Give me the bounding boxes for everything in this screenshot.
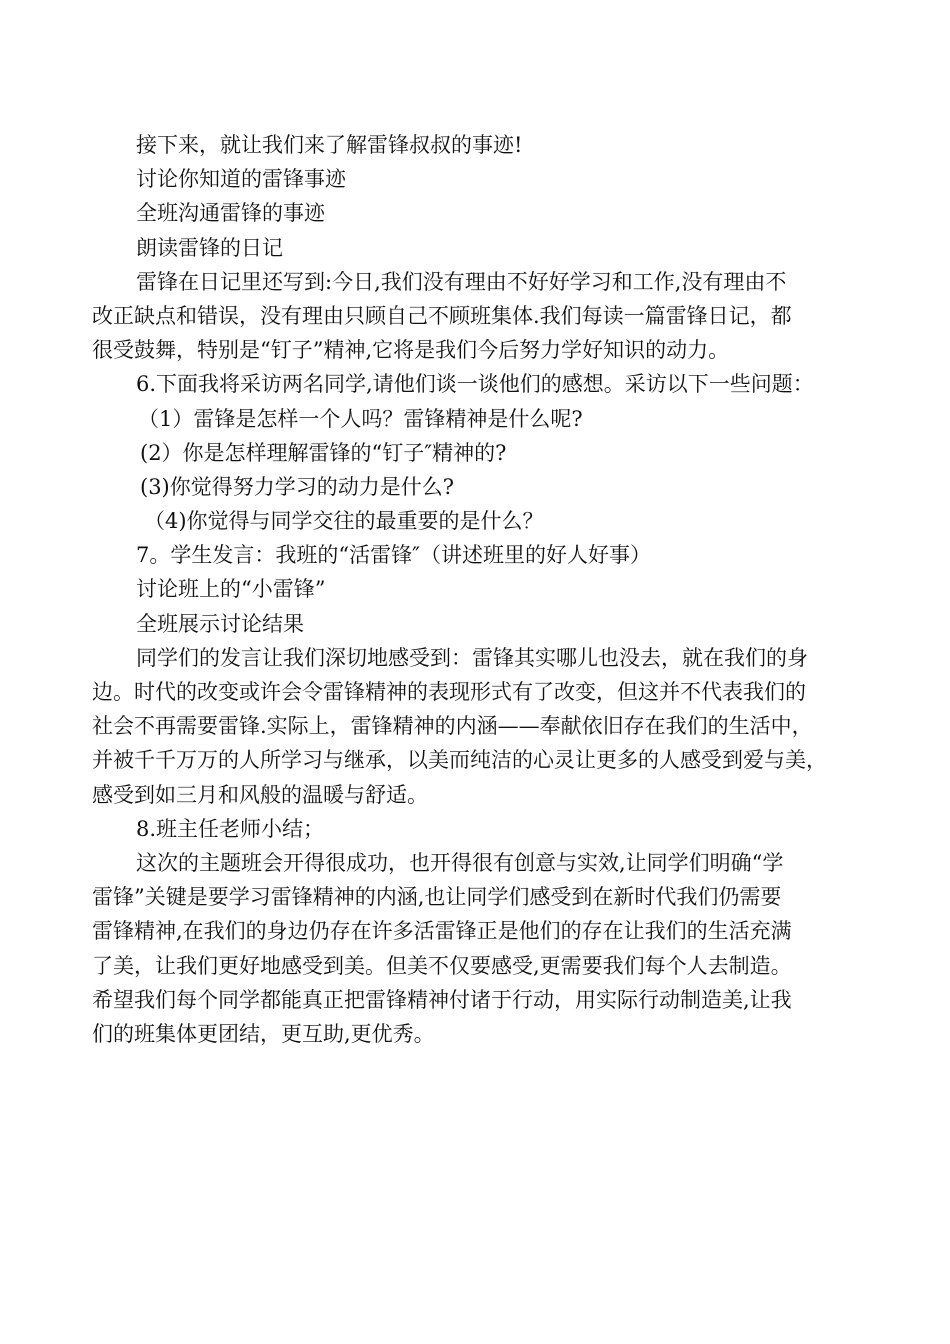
text-line: 改正缺点和错误，没有理由只顾自己不顾班集体.我们每读一篇雷锋日记，都 bbox=[92, 303, 792, 328]
text-line: 了美，让我们更好地感受到美。但美不仅要感受,更需要我们每个人去制造。 bbox=[92, 953, 792, 978]
text-line: (2）你是怎样理解雷锋的“钉子″精神的? bbox=[140, 440, 507, 465]
text-line: 全班沟通雷锋的事迹 bbox=[136, 201, 325, 226]
text-line: 全班展示讨论结果 bbox=[136, 611, 304, 636]
text-line: 接下来，就让我们来了解雷锋叔叔的事迹! bbox=[136, 133, 523, 157]
text-line: （1）雷锋是怎样一个人吗？雷锋精神是什么呢? bbox=[138, 406, 583, 431]
text-line: 雷锋精神,在我们的身边仍存在许多活雷锋正是他们的存在让我们的生活充满 bbox=[92, 919, 792, 944]
text-line: 社会不再需要雷锋.实际上，雷锋精神的内涵——奉献依旧存在我们的生活中， bbox=[92, 714, 813, 739]
text-line: 同学们的发言让我们深切地感受到：雷锋其实哪儿也没去，就在我们的身 bbox=[136, 645, 808, 670]
text-line: 讨论班上的“小雷锋” bbox=[136, 577, 326, 602]
text-line: 雷锋”关键是要学习雷锋精神的内涵,也让同学们感受到在新时代我们仍需要 bbox=[92, 885, 782, 910]
text-line: 朗读雷锋的日记 bbox=[136, 235, 283, 260]
text-line: 6.下面我将采访两名同学,请他们谈一谈他们的感想。采访以下一些问题： bbox=[136, 372, 814, 397]
text-line: 们的班集体更团结，更互助,更优秀。 bbox=[92, 1021, 435, 1046]
text-line: 7。学生发言：我班的“活雷锋″（讲述班里的好人好事） bbox=[136, 543, 651, 568]
text-line: (3)你觉得努力学习的动力是什么? bbox=[140, 474, 455, 499]
document-body bbox=[92, 128, 862, 1051]
text-line: 很受鼓舞，特别是“钉子”精神,它将是我们今后努力学好知识的动力。 bbox=[92, 338, 730, 363]
text-line: 这次的主题班会开得很成功，也开得很有创意与实效,让同学们明确“学 bbox=[136, 850, 784, 875]
text-line: 雷锋在日记里还写到:今日,我们没有理由不好好学习和工作,没有理由不 bbox=[136, 269, 787, 294]
text-line: 希望我们每个同学都能真正把雷锋精神付诸于行动，用实际行动制造美,让我 bbox=[92, 987, 792, 1012]
text-line: 并被千千万万的人所学习与继承，以美而纯洁的心灵让更多的人感受到爱与美， bbox=[92, 748, 827, 773]
text-line: 讨论你知道的雷锋事迹 bbox=[136, 167, 346, 192]
text-line: 8.班主任老师小结； bbox=[136, 816, 325, 841]
text-line: （4)你觉得与同学交往的最重要的是什么？ bbox=[144, 509, 544, 534]
text-line: 感受到如三月和风般的温暖与舒适。 bbox=[92, 782, 428, 807]
text-line: 边。时代的改变或许会令雷锋精神的表现形式有了改变，但这并不代表我们的 bbox=[92, 680, 806, 704]
